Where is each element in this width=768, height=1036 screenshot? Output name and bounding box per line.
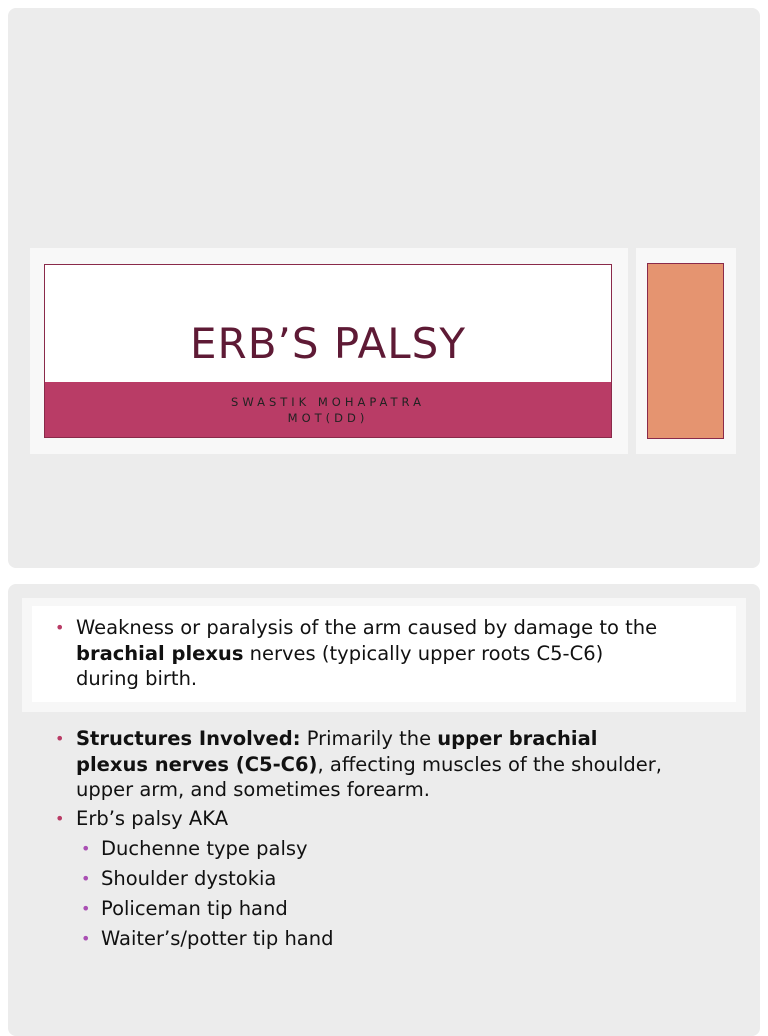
definition-line-3: during birth. <box>76 667 198 690</box>
sub-bullet-dot: • <box>81 899 91 918</box>
definition-line-1: Weakness or paralysis of the arm caused by damage to the <box>76 616 658 639</box>
structures-line-2: plexus nerves (C5-C6), affecting muscles of the shoulder, <box>76 752 662 776</box>
sub-bullet-dot: • <box>81 869 91 888</box>
content-slide <box>8 584 760 1036</box>
sub-item: • Waiter’s/potter tip hand <box>81 927 334 950</box>
bullet-aka: • Erb’s palsy AKA <box>55 807 229 830</box>
accent-frame <box>636 248 736 454</box>
bullet-dot: • <box>55 809 65 828</box>
sub-bullet-dot: • <box>81 929 91 948</box>
title-box <box>44 264 612 438</box>
structures-line-1: Structures Involved: Primarily the upper brachial <box>76 727 598 750</box>
sub-item: • Duchenne type palsy <box>81 837 308 860</box>
title-frame <box>30 248 628 454</box>
structures-line-3: upper arm, and sometimes forearm. <box>76 778 430 801</box>
title-slide <box>8 8 760 568</box>
definition-line-2: brachial plexus nerves (typically upper roots C5-C6) <box>76 641 604 665</box>
sub-item: • Shoulder dystokia <box>81 867 277 890</box>
author-name: SWASTIK MOHAPATRA <box>231 395 425 409</box>
subtitle-band <box>45 382 611 437</box>
accent-block <box>647 263 724 439</box>
bullet-dot: • <box>55 618 65 637</box>
bullet-dot: • <box>55 729 65 748</box>
sub-item: • Policeman tip hand <box>81 897 288 920</box>
sub-bullet-dot: • <box>81 839 91 858</box>
bullet-definition <box>55 615 746 692</box>
slide-title: ERB’S PALSY <box>190 319 466 368</box>
author-degree: MOT(DD) <box>287 411 369 425</box>
bullet-structures <box>55 726 746 803</box>
